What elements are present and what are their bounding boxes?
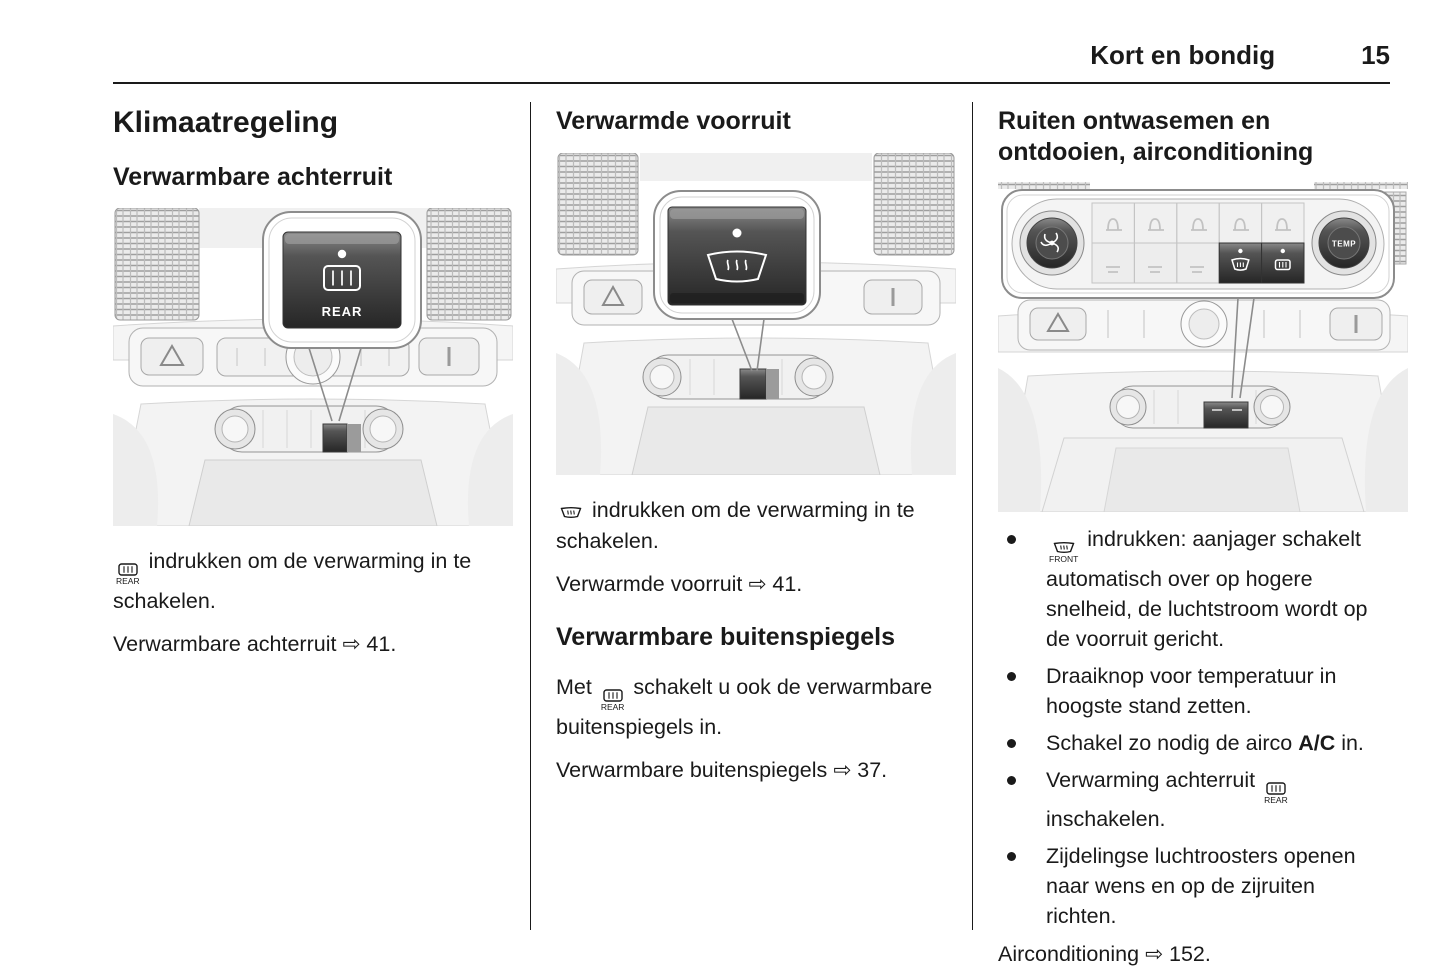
windshield-heating-button: [668, 207, 806, 305]
temperature-knob: [1312, 211, 1376, 275]
paragraph: indrukken om de verwarming in te schakelen.: [556, 498, 915, 553]
rear-button-label: REAR: [321, 304, 363, 319]
dashboard-illustration-climate-panel: [998, 182, 1390, 512]
section-title: Klimaatregeling: [113, 106, 339, 139]
section-title: Ruiten ontwasemen en ontdooien, airconditioning: [998, 107, 1314, 166]
instruction-list: [998, 524, 1390, 931]
heated-rear-window-icon: REAR: [1264, 782, 1288, 805]
list-item: Verwarming achterruit REAR inschakelen.: [998, 765, 1390, 835]
heated-windshield-icon: [559, 506, 583, 519]
page-reference: Verwarmde voorruit ⇨ 41.: [556, 572, 803, 596]
temp-knob-label: TEMP: [1331, 239, 1357, 249]
column-klimaatregeling: [113, 102, 530, 930]
column-ruiten-ontwasemen: [972, 102, 1390, 966]
list-item: FRONT indrukken: aanjager schakelt automatisch over op hogere snelheid, de luchtstroom wordt op de voorruit gericht.: [998, 524, 1390, 654]
paragraph: Met REAR schakelt u ook de verwarmbare buitenspiegels in.: [556, 675, 933, 739]
subsection-title: Verwarmbare buitenspiegels: [556, 623, 896, 651]
air-vent-left: [115, 208, 199, 320]
air-vent-left: [558, 153, 638, 255]
three-column-layout: [113, 102, 1390, 966]
paragraph: REAR indrukken om de verwarming in te schakelen.: [113, 549, 472, 613]
column-verwarmde-voorruit: [530, 102, 972, 930]
page-header: [113, 0, 1390, 84]
chapter-title: Kort en bondig: [1090, 40, 1276, 70]
led-indicator: [338, 250, 346, 258]
climate-buttons: [1092, 203, 1304, 283]
hazard-button: [141, 338, 203, 375]
heated-rear-window-icon: REAR: [601, 689, 625, 712]
highlighted-rear-defrost-button: [323, 424, 347, 452]
dashboard-illustration-heated-windshield: [556, 153, 954, 475]
page-reference: Verwarmbare achterruit ⇨ 41.: [113, 631, 397, 656]
dashboard-illustration-heated-rear-window: [113, 208, 516, 526]
fan-knob: [1020, 211, 1084, 275]
highlighted-defrost-buttons: [1204, 402, 1248, 428]
list-item: Zijdelingse luchtroosters openen naar wens en op de zijruiten richten.: [998, 841, 1390, 931]
page-reference: Verwarmbare buitenspiegels ⇨ 37.: [556, 757, 888, 782]
list-item: Draaiknop voor temperatuur in hoogste stand zetten.: [998, 661, 1390, 721]
heated-windshield-front-icon: FRONT: [1049, 541, 1078, 564]
air-vent-right: [874, 153, 954, 255]
section-title: Verwarmde voorruit: [556, 107, 791, 135]
air-vent-right: [427, 208, 511, 320]
led-indicator: [733, 229, 742, 238]
highlighted-windshield-heat-button: [740, 369, 766, 399]
subsection-title: Verwarmbare achterruit: [113, 163, 393, 191]
manual-page: [113, 0, 1390, 966]
heated-rear-window-icon: REAR: [116, 563, 140, 586]
page-reference: Airconditioning ⇨ 152.: [998, 942, 1211, 966]
page-number: 15: [1361, 40, 1390, 70]
list-item: Schakel zo nodig de airco A/C in.: [998, 728, 1390, 758]
